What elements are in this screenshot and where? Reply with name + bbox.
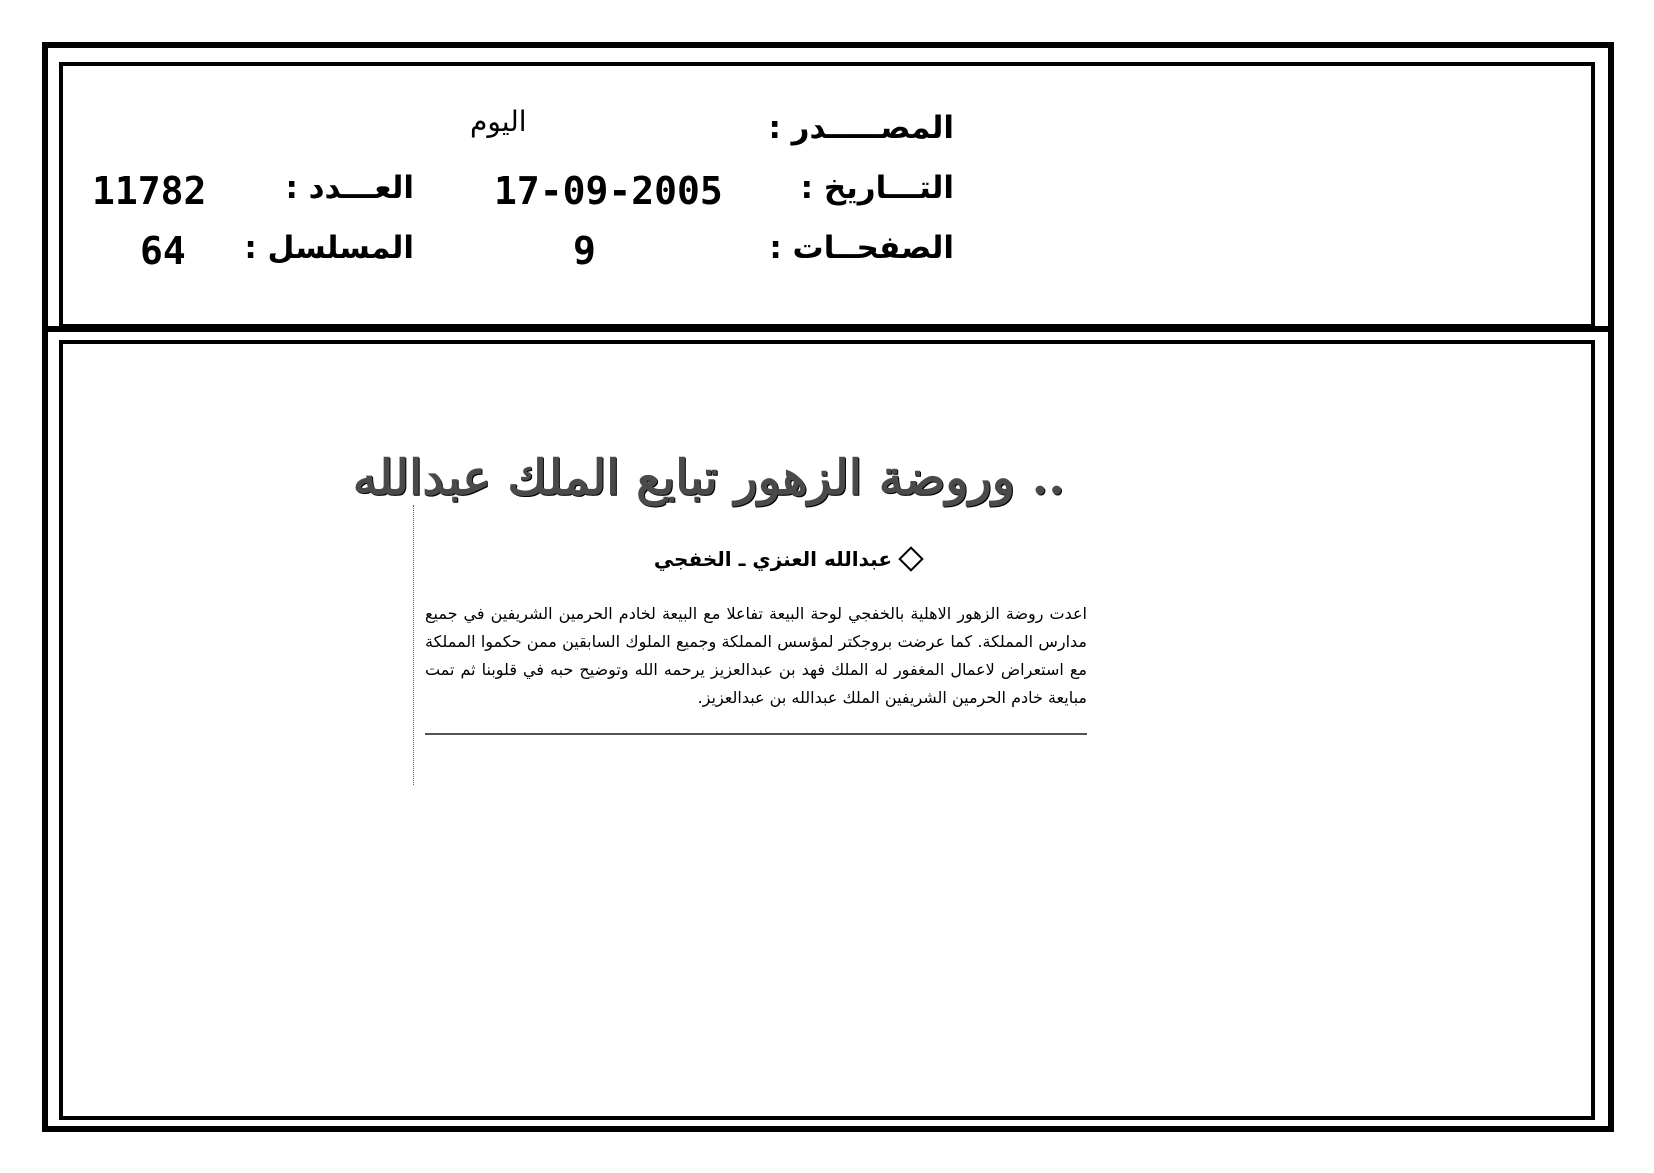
article-bottom-rule: [425, 733, 1087, 735]
serial-label: المسلسل :: [244, 230, 414, 266]
source-value: اليوم: [470, 105, 527, 138]
article-byline: عبدالله العنزي ـ الخفجي: [653, 547, 892, 571]
diamond-bullet-icon: [898, 546, 923, 571]
issue-label: العـــدد :: [285, 170, 414, 206]
article-headline: .. وروضة الزهور تبايع الملك عبدالله: [352, 450, 1065, 506]
source-label: المصـــــدر :: [768, 110, 954, 146]
date-label: التـــاريخ :: [800, 170, 954, 206]
dotted-margin-rule: [413, 505, 414, 785]
issue-value: 11782: [92, 169, 207, 213]
article-clipping: [352, 450, 1105, 735]
serial-value: 64: [140, 229, 186, 273]
date-value: 17-09-2005: [494, 169, 723, 213]
byline-row: [654, 547, 920, 571]
article-body: اعدت روضة الزهور الاهلية بالخفجي لوحة البيعة تفاعلا مع البيعة لخادم الحرمين الشريفين في جميع مدارس المملكة. كما عرضت بروجكتر لمؤسس المملكة وجميع الملوك السابقين ممن حكموا المملكة مع استعراض لاعمال المغفور له الملك فهد بن عبدالعزيز يرحمه الله وتوضيح حبه في قلوبنا ثم تمت مبايعة خادم الحرمين الشريفين الملك عبدالله بن عبدالعزيز.: [425, 604, 1087, 707]
pages-label: الصفحــات :: [769, 230, 954, 266]
pages-value: 9: [573, 229, 596, 273]
separator-line: [47, 326, 1609, 332]
